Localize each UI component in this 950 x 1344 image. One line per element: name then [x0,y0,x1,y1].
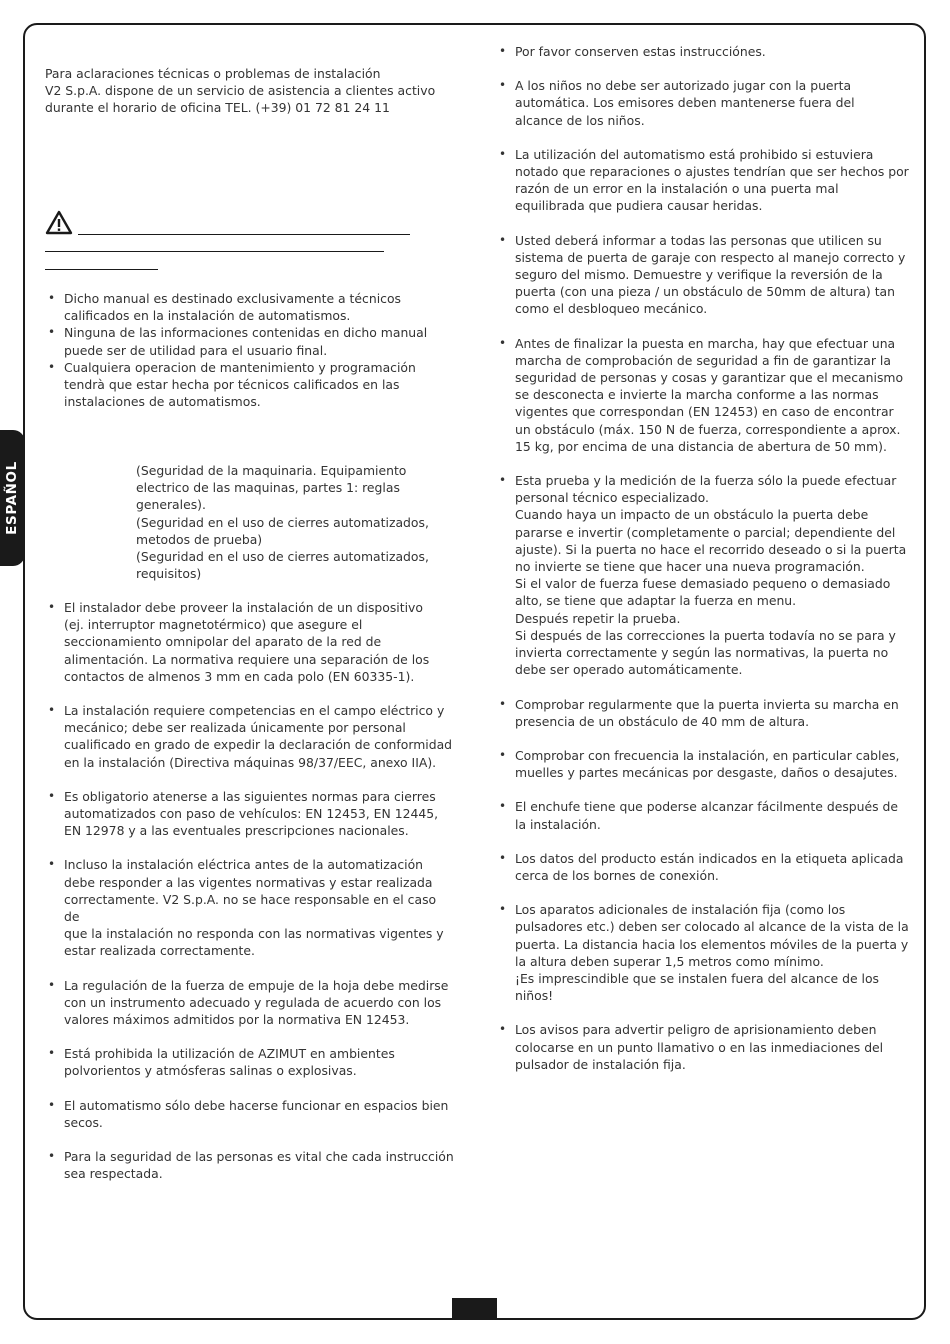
list-item [45,359,455,411]
warning-triangle-icon [45,210,73,235]
list-item [496,77,914,129]
list-item [496,747,914,781]
warning-heading-rule [45,251,384,252]
list-item [45,1045,455,1079]
warning-heading-rule [78,234,410,235]
page-number-tab [452,1298,497,1320]
list-item [496,43,914,60]
list-item-text: Incluso la instalación eléctrica antes de la automatización debe responder a las vigentes normativas y estar realizada correctamente. V2 S.p.A. no se hace responsable en el caso de que la instalación no responda con las normativas vigentes y estar realizada correctamente. [64,857,444,959]
list-item [45,324,455,358]
safety-instructions-list [496,43,914,1073]
list-item [45,977,455,1029]
warning-heading-rule [45,269,158,270]
installation-requirements-list [45,599,455,1182]
list-item [45,702,455,771]
bullet-icon: • [48,325,56,340]
bullet-icon: • [48,977,56,992]
list-item [496,850,914,884]
list-item-text: Antes de finalizar la puesta en marcha, hay que efectuar una marcha de comprobación de seguridad a fin de garantizar la seguridad de personas y cosas y garantizar que el mecanismo se desconecta e invierte la marcha conforme a las normas vigentes que correspondan (EN 12453) en caso de encontrar un obstáculo (máx. 150 N de fuerza, correspondiente a aprox. 15 kg, por encima de una distancia de abertura de 50 mm). [515,335,904,454]
list-item-text: Los avisos para advertir peligro de aprisionamiento deben colocarse en un punto llamativo o en las inmediaciones del pulsador de instalación fija. [515,1022,884,1072]
list-item-text: Ninguna de las informaciones contenidas en dicho manual puede ser de utilidad para el usuario final. [64,325,428,358]
bullet-icon: • [48,857,56,872]
bullet-icon: • [499,696,507,711]
bullet-icon: • [499,747,507,762]
bullet-icon: • [499,473,507,488]
list-item [45,1097,455,1131]
bullet-icon: • [499,1022,507,1037]
bullet-icon: • [48,788,56,803]
intro-support-text: Para aclaraciones técnicas o problemas de instalación V2 S.p.A. dispone de un servicio de asistencia a clientes activo durante el horario de oficina TEL. (+39) 01 72 81 24 11 [45,66,436,116]
list-item [496,1021,914,1073]
technician-notes-list [45,290,455,410]
list-item-text: La utilización del automatismo está prohibido si estuviera notado que reparaciones o ajustes tendrían que ser hechos por razón de un error en la instalación o una puerta mal equilibrada que pudiera causar heridas. [515,146,909,214]
bullet-icon: • [48,600,56,614]
list-item-text: La instalación requiere competencias en el campo eléctrico y mecánico; debe ser realizada únicamente por personal cualificado en grado de expedir la declaración de conformidad en la instalación (Directiva máquinas 98/37/EEC, anexo IIA). [64,703,453,770]
bullet-icon: • [48,359,56,374]
list-item-text: Los datos del producto están indicados en la etiqueta aplicada cerca de los bornes de conexión. [515,850,904,883]
list-item-text: Está prohibida la utilización de AZIMUT en ambientes polvorientos y atmósferas salinas o explosivas. [64,1046,395,1079]
bullet-icon: • [48,1149,56,1164]
list-item-text: Por favor conserven estas instrucciónes. [515,44,766,59]
list-item-text: Los aparatos adicionales de instalación fija (como los pulsadores etc.) deben ser colocado al alcance de la vista de la puerta. La distancia hacia los elementos móviles de la puerta y la altura deben superar 1,5 metros como mínimo. ¡Es imprescindible que se instalen fuera del alcance de los niños! [515,902,909,1004]
language-tab-label: ESPAÑOL [4,461,20,535]
bullet-icon: • [499,850,507,865]
list-item-text: El instalador debe proveer la instalación de un dispositivo (ej. interruptor magnetotérmico) que asegure el seccionamiento omnipolar del aparato de la red de alimentación. La normativa requiere una separación de los contactos de almenos 3 mm en cada polo (EN 60335-1). [64,600,430,684]
list-item-text: Usted deberá informar a todas las personas que utilicen su sistema de puerta de garaje con respecto al manejo correcto y seguro del mismo. Demuestre y verifique la reversión de la puerta (con una pieza / un obstáculo de 50mm de altura) tan como el desbloqueo mecánico. [515,232,906,317]
bullet-icon: • [499,44,507,58]
list-item [45,788,455,840]
list-item [496,335,914,455]
list-item [45,599,455,685]
safety-standards-text: (Seguridad de la maquinaria. Equipamiento electrico de las maquinas, partes 1: reglas generales). (Seguridad en el uso de cierres automatizados, metodos de prueba) (Seguridad en el uso de cierres automatizados, requisitos) [136,463,429,582]
list-item [496,798,914,832]
bullet-icon: • [499,78,507,93]
bullet-icon: • [48,291,56,305]
bullet-icon: • [48,703,56,718]
list-item-text: Es obligatorio atenerse a las siguientes normas para cierres automatizados con paso de vehículos: EN 12453, EN 12445, EN 12978 y a las eventuales prescripciones nacionales. [64,788,439,839]
list-item [496,472,914,678]
list-item-text: Cualquiera operacion de mantenimiento y programación tendrà que estar hecha por técnicos calificados en las instalaciones de automatismos. [64,359,416,410]
list-item-text: Esta prueba y la medición de la fuerza sólo la puede efectuar personal técnico especializado. Cuando haya un impacto de un obstáculo la puerta debe pararse e invertir (completamente o parcial; dependiente del ajuste). Si la puerta no hace el recorrido deseado o si la puerta no invierte se tiene que hacer una nueva programación. Si el valor de fuerza fuese demasiado pequeno o demasiado alto, se tiene que adaptar la fuerza en menu. Después repetir la prueba. Si después de las correcciones la puerta todavía no se para y invierta correctamente y según las normativas, la puerta no debe ser operado automáticamente. [515,473,907,678]
bullet-icon: • [499,902,507,917]
list-item [45,290,455,324]
list-item [45,1148,455,1182]
list-item-text: El enchufe tiene que poderse alcanzar fácilmente después de la instalación. [515,799,899,832]
list-item-text: Comprobar con frecuencia la instalación, en particular cables, muelles y partes mecánicas por desgaste, daños o desajutes. [515,747,900,781]
list-item-text: Dicho manual es destinado exclusivamente a técnicos calificados en la instalación de automatismos. [64,291,401,324]
bullet-icon: • [499,146,507,161]
list-item-text: Comprobar regularmente que la puerta invierta su marcha en presencia de un obstáculo de 40 mm de altura. [515,696,899,729]
list-item [496,901,914,1004]
list-item [496,146,914,215]
bullet-icon: • [499,232,507,247]
bullet-icon: • [499,335,507,350]
list-item-text: Para la seguridad de las personas es vital che cada instrucción sea respectada. [64,1149,454,1182]
list-item [45,856,455,959]
list-item [496,232,914,318]
bullet-icon: • [499,799,507,814]
list-item-text: A los niños no debe ser autorizado jugar con la puerta automática. Los emisores deben mantenerse fuera del alcance de los niños. [515,78,855,128]
list-item [496,696,914,730]
bullet-icon: • [48,1097,56,1112]
list-item-text: El automatismo sólo debe hacerse funcionar en espacios bien secos. [64,1097,449,1130]
list-item-text: La regulación de la fuerza de empuje de la hoja debe medirse con un instrumento adecuado y regulada de acuerdo con los valores máximos admitidos por la normativa EN 12453. [64,977,449,1028]
bullet-icon: • [48,1046,56,1061]
